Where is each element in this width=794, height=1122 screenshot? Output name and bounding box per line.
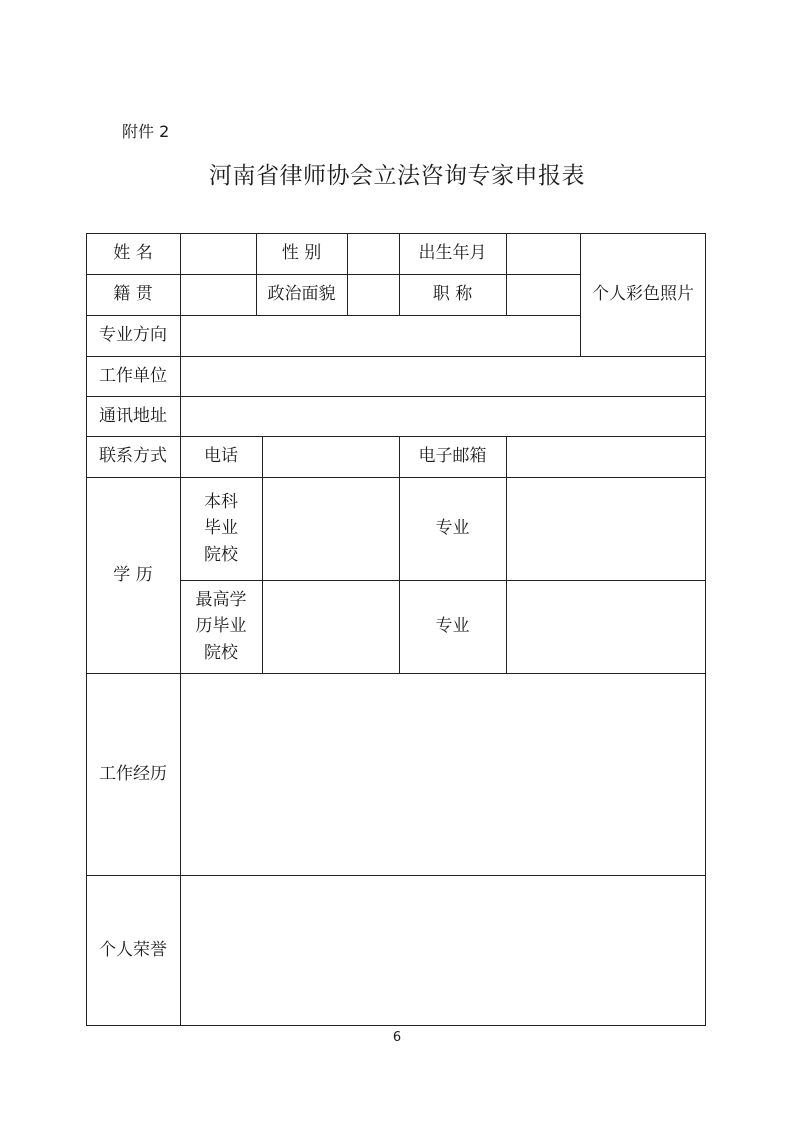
employer-field[interactable] <box>182 358 704 395</box>
native-place-label: 籍 贯 <box>113 284 153 305</box>
application-form <box>86 233 706 1025</box>
title-rank-field[interactable] <box>508 276 579 314</box>
birth-date-label: 出生年月 <box>418 243 487 264</box>
specialty-label: 专业方向 <box>99 325 167 346</box>
address-field[interactable] <box>182 398 704 435</box>
highest-degree-major-label: 专业 <box>435 616 470 637</box>
attachment-label: 附件 2 <box>122 122 170 141</box>
gender-field[interactable] <box>349 235 398 273</box>
title-rank-label: 职 称 <box>432 284 473 305</box>
undergrad-major-label: 专业 <box>435 518 470 539</box>
photo-placeholder[interactable]: 个人彩色照片 <box>592 284 694 305</box>
highest-degree-school-field[interactable] <box>264 582 398 672</box>
name-label: 姓 名 <box>113 243 153 264</box>
native-place-field[interactable] <box>182 276 255 314</box>
honors-field[interactable] <box>182 877 704 1024</box>
work-history-field[interactable] <box>182 675 704 874</box>
birth-date-field[interactable] <box>508 235 579 273</box>
page-number: 6 <box>392 1030 402 1045</box>
specialty-field[interactable] <box>182 317 579 355</box>
undergrad-school-label: 本科 毕业 院校 <box>204 491 238 565</box>
phone-label: 电话 <box>204 446 238 467</box>
undergrad-major-field[interactable] <box>508 479 704 579</box>
address-label: 通讯地址 <box>99 405 167 426</box>
highest-degree-major-field[interactable] <box>508 582 704 672</box>
phone-field[interactable] <box>264 438 398 476</box>
honors-label: 个人荣誉 <box>99 939 167 960</box>
email-field[interactable] <box>508 438 704 476</box>
highest-degree-school-label: 最高学 历毕业 院校 <box>195 589 247 663</box>
page-title: 河南省律师协会立法咨询专家申报表 <box>209 163 585 189</box>
email-label: 电子邮箱 <box>418 446 487 467</box>
contact-label: 联系方式 <box>99 446 167 467</box>
education-label: 学 历 <box>113 564 153 585</box>
political-status-field[interactable] <box>349 276 398 314</box>
name-field[interactable] <box>182 235 255 273</box>
work-history-label: 工作经历 <box>99 763 167 784</box>
undergrad-school-field[interactable] <box>264 479 398 579</box>
gender-label: 性 别 <box>281 243 322 264</box>
political-status-label: 政治面貌 <box>267 284 336 305</box>
employer-label: 工作单位 <box>99 365 167 386</box>
